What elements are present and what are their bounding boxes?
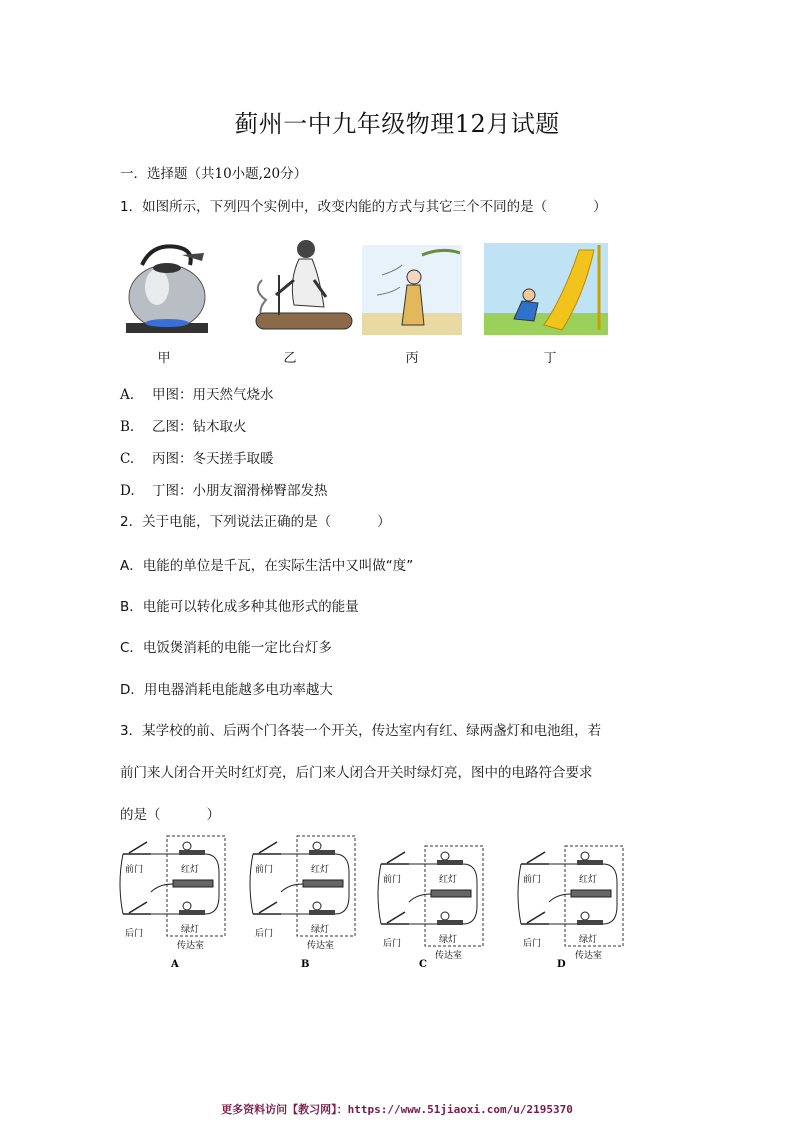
circuit-a-front-label: 前门 [125, 865, 144, 875]
q2-option-c: C．电饭煲消耗的电能一定比台灯多 [120, 640, 332, 656]
circuit-a-letter: A [171, 959, 179, 970]
q2-option-b: B．电能可以转化成多种其他形式的能量 [120, 599, 359, 615]
circuit-b-front-label: 前门 [255, 865, 274, 875]
q1-option-c: C. 丙图：冬天搓手取暖 [120, 451, 274, 467]
caption-bing: 丙 [405, 351, 419, 366]
circuit-c-green-label: 绿灯 [439, 935, 458, 945]
circuit-c-front-label: 前门 [383, 875, 402, 885]
circuit-a-red-label: 红灯 [181, 865, 200, 875]
circuit-c [378, 846, 483, 970]
q1-option-a: A. 甲图：用天然气烧水 [120, 387, 274, 403]
question-1-stem: 1．如图所示，下列四个实例中，改变内能的方式与其它三个不同的是（ ） [120, 199, 607, 215]
circuit-c-letter: C [419, 959, 427, 970]
question-3-line-3: 的是（ ） [120, 807, 220, 823]
circuit-c-red-label: 红灯 [439, 875, 458, 885]
rubbing-hands-picture [362, 245, 462, 335]
circuit-b-green-label: 绿灯 [311, 925, 330, 935]
circuit-d-red-label: 红灯 [579, 875, 598, 885]
circuit-b-back-label: 后门 [255, 929, 274, 939]
caption-jia: 甲 [157, 351, 171, 366]
drilling-wood-picture [256, 240, 352, 329]
circuit-d-front-label: 前门 [523, 875, 542, 885]
page-title: 蓟州一中九年级物理12月试题 [234, 110, 560, 138]
circuit-a-green-label: 绿灯 [181, 925, 200, 935]
circuit-b-red-label: 红灯 [311, 865, 330, 875]
question-1-figures [122, 235, 622, 340]
q1-option-b: B. 乙图：钻木取火 [120, 419, 247, 435]
q2-option-a: A．电能的单位是千瓦，在实际生活中又叫做“度” [120, 558, 414, 574]
circuit-b-room-label: 传达室 [307, 941, 335, 951]
slide-picture [484, 243, 608, 335]
circuit-c-room-label: 传达室 [435, 951, 463, 961]
circuit-a-room-label: 传达室 [177, 941, 205, 951]
circuit-a [120, 836, 225, 970]
caption-ding: 丁 [543, 351, 557, 366]
circuit-d [518, 846, 623, 970]
question-3-circuits [115, 832, 625, 977]
circuit-b [250, 836, 355, 970]
question-2-stem: 2．关于电能，下列说法正确的是（ ） [120, 514, 391, 530]
circuit-a-back-label: 后门 [125, 929, 144, 939]
footer-link[interactable]: 更多资料访问【教习网】：https://www.51jiaoxi.com/u/2195370 [221, 1103, 573, 1116]
question-3-line-2: 前门来人闭合开关时红灯亮，后门来人闭合开关时绿灯亮，图中的电路符合要求 [120, 765, 593, 781]
circuit-b-letter: B [301, 959, 310, 970]
circuit-c-back-label: 后门 [383, 939, 402, 949]
circuit-d-letter: D [557, 959, 566, 970]
circuit-d-green-label: 绿灯 [579, 935, 598, 945]
question-3-line-1: 3．某学校的前、后两个门各装一个开关，传达室内有红、绿两盏灯和电池组，若 [120, 723, 602, 739]
q2-option-d: D．用电器消耗电能越多电功率越大 [120, 682, 333, 698]
caption-yi: 乙 [283, 351, 297, 366]
q1-option-d: D. 丁图：小朋友溜滑梯臀部发热 [120, 483, 328, 499]
section-header: 一．选择题（共10小题,20分） [120, 166, 308, 182]
circuit-d-back-label: 后门 [523, 939, 542, 949]
circuit-d-room-label: 传达室 [575, 951, 603, 961]
kettle-picture [126, 246, 208, 333]
